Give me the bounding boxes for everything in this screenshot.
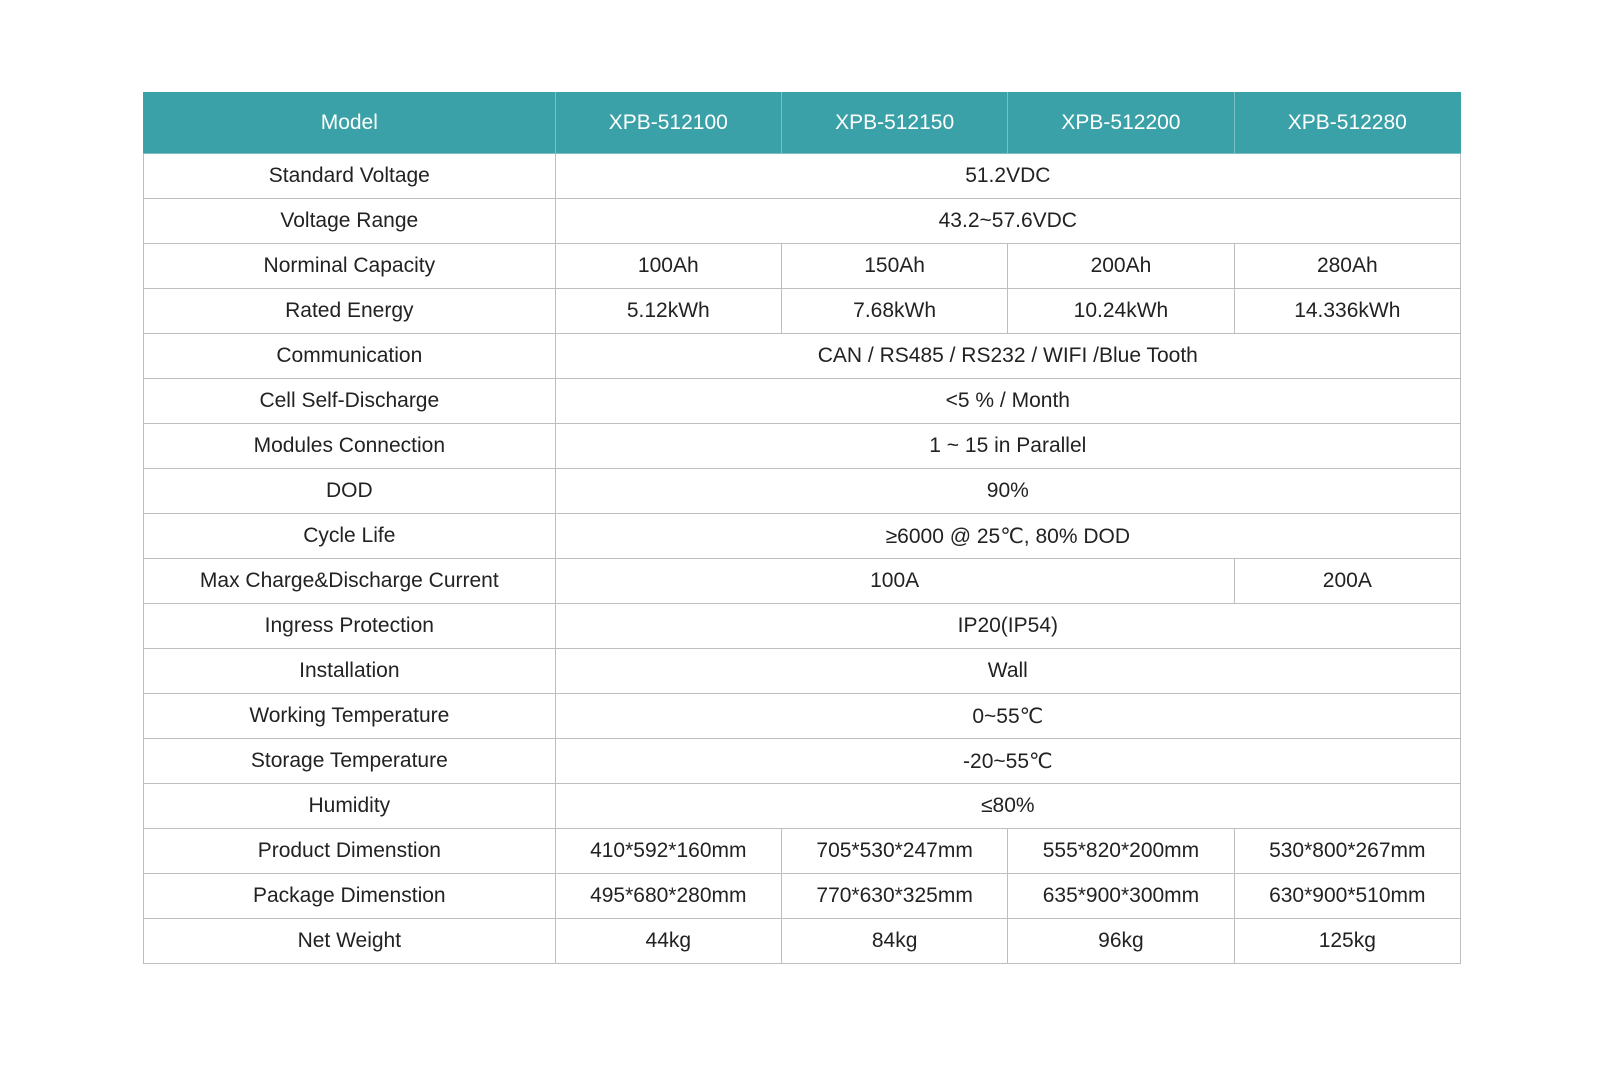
table-cell: ≥6000 @ 25℃, 80% DOD (555, 514, 1460, 559)
table-header (144, 92, 1461, 154)
row-label: Cycle Life (144, 514, 556, 559)
table-cell: 14.336kWh (1234, 289, 1460, 334)
row-label: Communication (144, 334, 556, 379)
row-label: Ingress Protection (144, 604, 556, 649)
table-cell: 100A (555, 559, 1234, 604)
table-cell: CAN / RS485 / RS232 / WIFI /Blue Tooth (555, 334, 1460, 379)
row-label: Voltage Range (144, 199, 556, 244)
table-row (144, 244, 1461, 289)
table-cell: 555*820*200mm (1008, 829, 1234, 874)
table-cell: 770*630*325mm (781, 874, 1007, 919)
table-cell: 495*680*280mm (555, 874, 781, 919)
table-cell: 1 ~ 15 in Parallel (555, 424, 1460, 469)
table-row (144, 649, 1461, 694)
table-row (144, 424, 1461, 469)
header-cell-model: Model (144, 92, 556, 154)
header-cell-xpb-512150: XPB-512150 (781, 92, 1007, 154)
table-row (144, 334, 1461, 379)
table-row (144, 199, 1461, 244)
header-cell-xpb-512280: XPB-512280 (1234, 92, 1460, 154)
table-cell: 10.24kWh (1008, 289, 1234, 334)
table-cell: 43.2~57.6VDC (555, 199, 1460, 244)
table-cell: 635*900*300mm (1008, 874, 1234, 919)
table-cell: 630*900*510mm (1234, 874, 1460, 919)
table-cell: 200A (1234, 559, 1460, 604)
row-label: Max Charge&Discharge Current (144, 559, 556, 604)
table-cell: <5 % / Month (555, 379, 1460, 424)
header-cell-xpb-512200: XPB-512200 (1008, 92, 1234, 154)
table-row (144, 919, 1461, 964)
table-cell: 530*800*267mm (1234, 829, 1460, 874)
table-cell: 100Ah (555, 244, 781, 289)
table-body (144, 154, 1461, 964)
table-cell: 280Ah (1234, 244, 1460, 289)
table-row (144, 874, 1461, 919)
table-row (144, 469, 1461, 514)
spec-table (143, 92, 1461, 964)
table-cell: 125kg (1234, 919, 1460, 964)
table-cell: 410*592*160mm (555, 829, 781, 874)
row-label: Rated Energy (144, 289, 556, 334)
row-label: Package Dimenstion (144, 874, 556, 919)
table-cell: 705*530*247mm (781, 829, 1007, 874)
table-cell: 44kg (555, 919, 781, 964)
table-row (144, 739, 1461, 784)
table-row (144, 829, 1461, 874)
table-cell: ≤80% (555, 784, 1460, 829)
table-row (144, 694, 1461, 739)
table-row (144, 379, 1461, 424)
row-label: DOD (144, 469, 556, 514)
row-label: Standard Voltage (144, 154, 556, 199)
row-label: Cell Self-Discharge (144, 379, 556, 424)
table-cell: Wall (555, 649, 1460, 694)
row-label: Norminal Capacity (144, 244, 556, 289)
table-cell: 150Ah (781, 244, 1007, 289)
table-cell: 7.68kWh (781, 289, 1007, 334)
row-label: Installation (144, 649, 556, 694)
row-label: Net Weight (144, 919, 556, 964)
table-cell: 200Ah (1008, 244, 1234, 289)
header-row (144, 92, 1461, 154)
row-label: Working Temperature (144, 694, 556, 739)
table-cell: 0~55℃ (555, 694, 1460, 739)
table-row (144, 289, 1461, 334)
table-cell: IP20(IP54) (555, 604, 1460, 649)
table-row (144, 154, 1461, 199)
table-row (144, 514, 1461, 559)
table-cell: 51.2VDC (555, 154, 1460, 199)
row-label: Modules Connection (144, 424, 556, 469)
table-cell: 90% (555, 469, 1460, 514)
table-row (144, 784, 1461, 829)
table-cell: 5.12kWh (555, 289, 781, 334)
table-cell: -20~55℃ (555, 739, 1460, 784)
table-row (144, 604, 1461, 649)
header-cell-xpb-512100: XPB-512100 (555, 92, 781, 154)
row-label: Storage Temperature (144, 739, 556, 784)
row-label: Humidity (144, 784, 556, 829)
table-cell: 96kg (1008, 919, 1234, 964)
table-cell: 84kg (781, 919, 1007, 964)
table-row (144, 559, 1461, 604)
row-label: Product Dimenstion (144, 829, 556, 874)
